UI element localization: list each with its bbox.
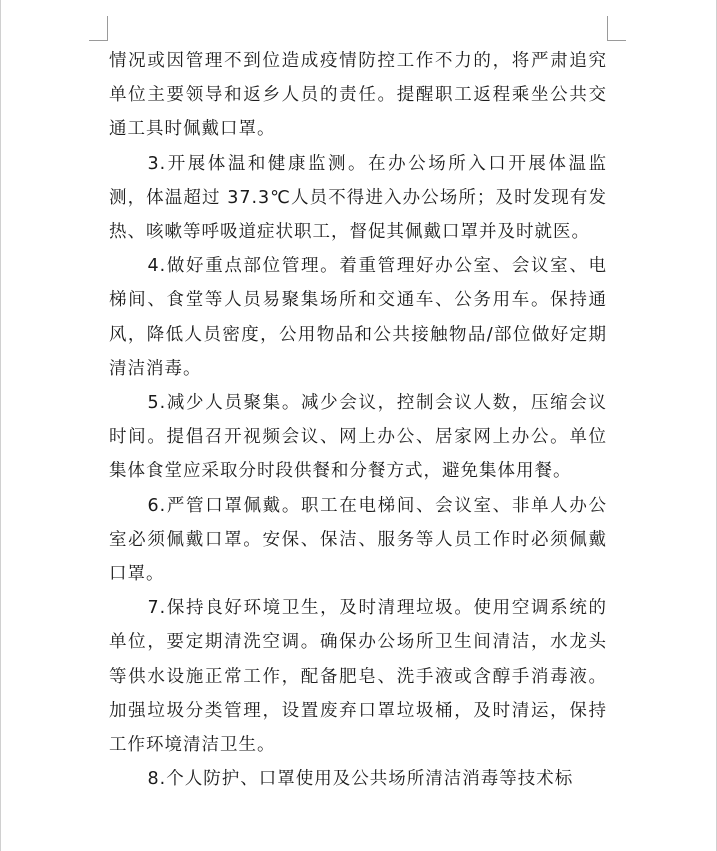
paragraph-continuation: 情况或因管理不到位造成疫情防控工作不力的，将严肃追究单位主要领导和返乡人员的责任。提醒职工返程乘坐公共交通工具时佩戴口罩。	[109, 51, 607, 140]
crop-mark-top-left	[89, 16, 108, 41]
paragraph-item-3: 3.开展体温和健康监测。在办公场所入口开展体温监测，体温超过 37.3℃人员不得进入办公场所；及时发现有发热、咳嗽等呼吸道症状职工，督促其佩戴口罩并及时就医。	[109, 153, 607, 243]
paragraph-item-7: 7.保持良好环境卫生，及时清理垃圾。使用空调系统的单位，要定期清洗空调。确保办公场所卫生间清洁，水龙头等供水设施正常工作，配备肥皂、洗手液或含醇手消毒液。加强垃圾分类管理，设置废弃口罩垃圾桶，及时清运，保持工作环境清洁卫生。	[109, 598, 607, 756]
paragraph-item-8: 8.个人防护、口罩使用及公共场所清洁消毒等技术标	[147, 769, 574, 790]
paragraph-item-5: 5.减少人员聚集。减少会议，控制会议人数，压缩会议时间。提倡召开视频会议、网上办公、居家网上办公。单位集体食堂应采取分时段供餐和分餐方式，避免集体用餐。	[109, 393, 607, 482]
paragraph-item-4: 4.做好重点部位管理。着重管理好办公室、会议室、电梯间、食堂等人员易聚集场所和交通车、公务用车。保持通风，降低人员密度，公用物品和公共接触物品/部位做好定期清洁消毒。	[109, 256, 607, 379]
document-body[interactable]	[109, 44, 607, 796]
paragraph-item-6: 6.严管口罩佩戴。职工在电梯间、会议室、非单人办公室必须佩戴口罩。安保、保洁、服务等人员工作时必须佩戴口罩。	[109, 495, 607, 585]
crop-mark-top-right	[607, 16, 626, 41]
